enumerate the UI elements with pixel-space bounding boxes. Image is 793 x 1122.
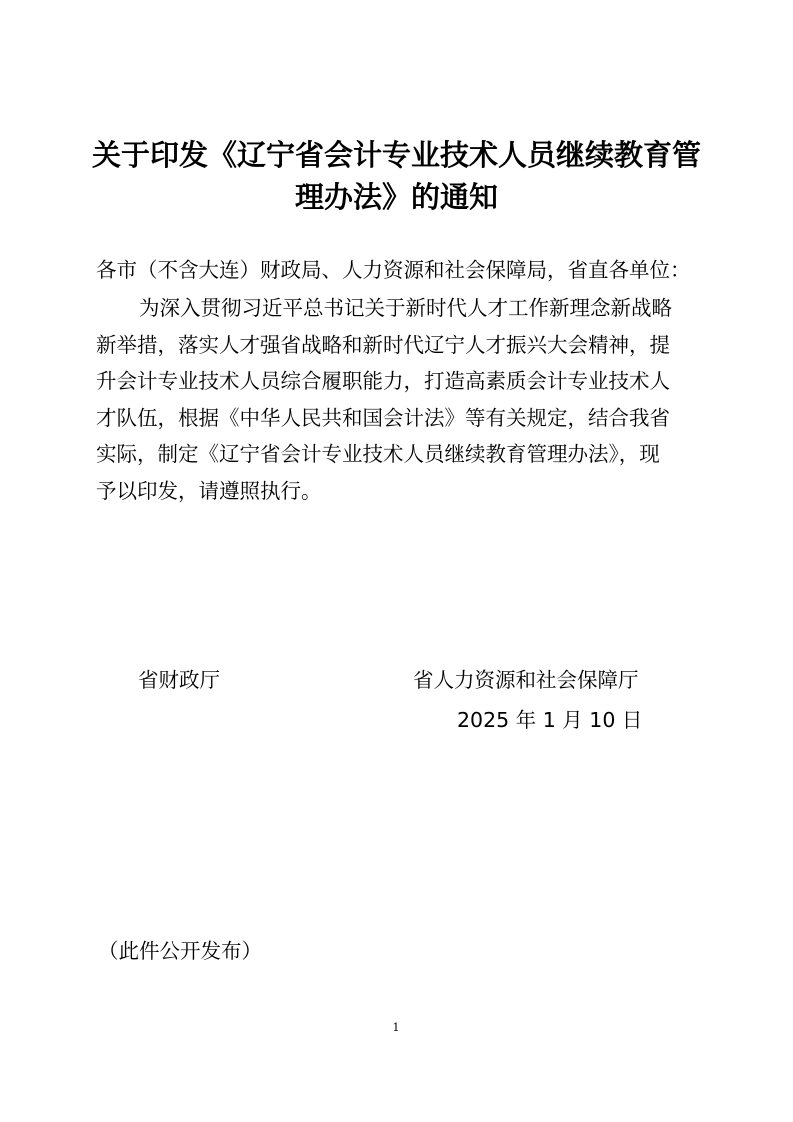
body-line-3: 升会计专业技术人员综合履职能力，打造高素质会计专业技术人 [96, 369, 670, 393]
document-title-line-2: 理办法》的通知 [294, 180, 498, 214]
salutation: 各市（不含大连）财政局、人力资源和社会保障局，省直各单位： [96, 258, 691, 282]
document-title [60, 134, 733, 218]
issue-date: 2025 年 1 月 10 日 [457, 708, 643, 732]
body-line-6: 予以印发，请遵照执行。 [96, 479, 322, 503]
signatory-hr-department: 省人力资源和社会保障厅 [413, 668, 639, 692]
publication-note: （此件公开发布） [98, 939, 262, 963]
document-title-line-1: 关于印发《辽宁省会计专业技术人员继续教育管 [91, 138, 701, 172]
body-line-2: 新举措，落实人才强省战略和新时代辽宁人才振兴大会精神，提 [96, 333, 670, 357]
signatory-finance-department: 省财政厅 [138, 668, 220, 692]
body-line-1: 为深入贯彻习近平总书记关于新时代人才工作新理念新战略 [139, 296, 672, 320]
body-line-5: 实际，制定《辽宁省会计专业技术人员继续教育管理办法》，现 [96, 442, 660, 466]
body-line-4: 才队伍，根据《中华人民共和国会计法》等有关规定，结合我省 [96, 406, 670, 430]
page-number: 1 [392, 1021, 400, 1034]
